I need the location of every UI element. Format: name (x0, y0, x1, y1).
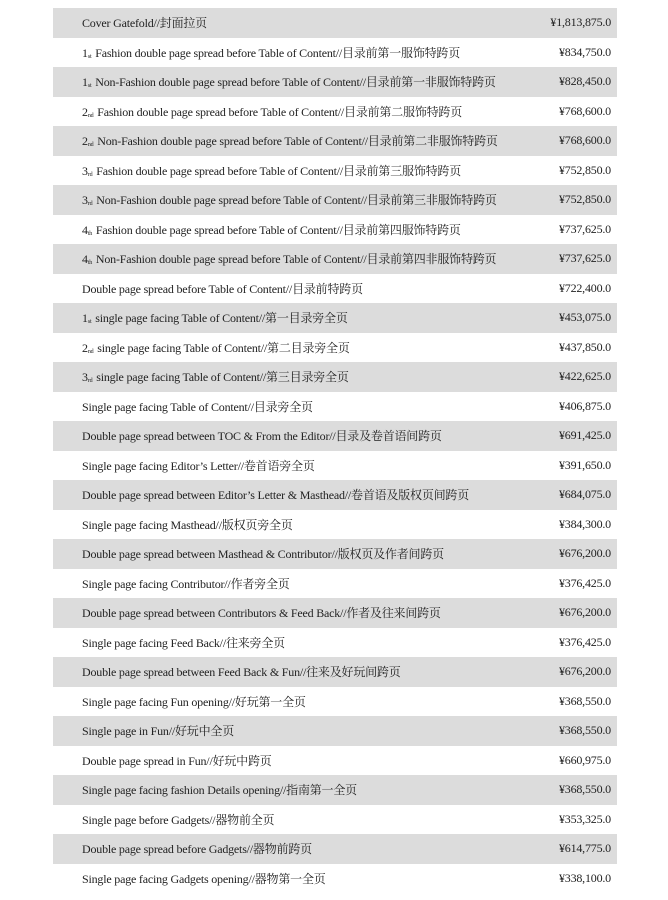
ordinal-number: 3 (82, 163, 88, 178)
placement-description (82, 309, 348, 326)
placement-description (82, 634, 285, 651)
table-row (53, 244, 617, 274)
ordinal-number: 3 (82, 193, 88, 208)
table-row (53, 451, 617, 481)
placement-price: ¥684,075.0 (558, 487, 611, 502)
ordinal-suffix: st (87, 53, 92, 60)
placement-price: ¥752,850.0 (558, 162, 611, 177)
placement-price: ¥660,975.0 (558, 752, 611, 767)
placement-price: ¥752,850.0 (558, 192, 611, 207)
placement-price: ¥376,425.0 (558, 575, 611, 590)
placement-description (82, 693, 306, 710)
table-row (53, 38, 617, 68)
placement-label: Single page facing Masthead//版权页旁全页 (82, 517, 293, 532)
placement-description (82, 250, 496, 267)
placement-price: ¥1,813,875.0 (550, 15, 611, 30)
placement-price: ¥437,850.0 (558, 339, 611, 354)
placement-description (82, 132, 498, 149)
placement-label: Single page facing Fun opening//好玩第一全页 (82, 694, 306, 709)
placement-price: ¥376,425.0 (558, 634, 611, 649)
placement-price: ¥391,650.0 (558, 457, 611, 472)
placement-label: Fashion double page spread before Table of Content//目录前第二服饰特跨页 (94, 104, 463, 119)
table-row (53, 687, 617, 717)
placement-price: ¥768,600.0 (558, 133, 611, 148)
placement-description (82, 427, 442, 444)
placement-description (82, 103, 462, 120)
table-row (53, 539, 617, 569)
placement-description (82, 14, 207, 31)
placement-description (82, 486, 469, 503)
table-row (53, 598, 617, 628)
placement-description (82, 191, 497, 208)
placement-label: Fashion double page spread before Table of Content//目录前第四服饰特跨页 (93, 222, 461, 237)
placement-price: ¥406,875.0 (558, 398, 611, 413)
placement-label: single page facing Table of Content//第一目录旁全页 (92, 311, 348, 326)
placement-label: Double page spread in Fun//好玩中跨页 (82, 753, 272, 768)
table-row (53, 156, 617, 186)
placement-price: ¥368,550.0 (558, 693, 611, 708)
table-row (53, 628, 617, 658)
placement-description (82, 781, 357, 798)
table-row (53, 67, 617, 97)
placement-description (82, 722, 234, 739)
placement-label: Double page spread between Editor’s Letter & Masthead//卷首语及版权页间跨页 (82, 488, 470, 503)
ordinal-number: 4 (82, 222, 88, 237)
placement-description (82, 516, 293, 533)
table-row (53, 657, 617, 687)
placement-label: Single page facing Gadgets opening//器物第一全页 (82, 871, 326, 886)
placement-label: Non-Fashion double page spread before Table of Content//目录前第二非服饰特跨页 (94, 134, 498, 149)
placement-label: Single page facing Feed Back//往来旁全页 (82, 635, 285, 650)
placement-description (82, 221, 461, 238)
ordinal-suffix: rd (87, 378, 93, 385)
placement-label: Double page spread between Contributors & Feed Back//作者及往来间跨页 (82, 606, 441, 621)
table-row (53, 185, 617, 215)
placement-label: Non-Fashion double page spread before Table of Content//目录前第一非服饰特跨页 (92, 75, 496, 90)
placement-price: ¥737,625.0 (558, 251, 611, 266)
table-row (53, 333, 617, 363)
ordinal-suffix: nd (87, 348, 94, 355)
placement-label: Single page facing Contributor//作者旁全页 (82, 576, 290, 591)
placement-label: Single page facing Table of Content//目录旁全页 (82, 399, 313, 414)
ordinal-number: 1 (82, 45, 88, 60)
ordinal-suffix: rd (87, 201, 93, 208)
placement-price: ¥722,400.0 (558, 280, 611, 295)
ordinal-suffix: st (87, 83, 92, 90)
placement-price: ¥737,625.0 (558, 221, 611, 236)
table-row (53, 834, 617, 864)
placement-price: ¥368,550.0 (558, 723, 611, 738)
ordinal-number: 2 (82, 134, 88, 149)
placement-label: Single page facing Editor’s Letter//卷首语旁全页 (82, 458, 315, 473)
ordinal-suffix: th (87, 260, 93, 267)
placement-description (82, 575, 290, 592)
placement-label: Cover Gatefold//封面拉页 (82, 16, 207, 31)
placement-label: Double page spread between Feed Back & Fun//往来及好玩间跨页 (82, 665, 401, 680)
price-table (53, 8, 617, 893)
placement-label: Double page spread between Masthead & Contributor//版权页及作者间跨页 (82, 547, 444, 562)
placement-description (82, 339, 350, 356)
ordinal-number: 4 (82, 252, 88, 267)
placement-price: ¥453,075.0 (558, 310, 611, 325)
table-row (53, 8, 617, 38)
table-row (53, 421, 617, 451)
table-row (53, 480, 617, 510)
placement-description (82, 457, 315, 474)
ordinal-number: 2 (82, 104, 88, 119)
ordinal-suffix: nd (87, 142, 94, 149)
table-row (53, 274, 617, 304)
table-row (53, 126, 617, 156)
placement-price: ¥614,775.0 (558, 841, 611, 856)
placement-label: Non-Fashion double page spread before Table of Content//目录前第三非服饰特跨页 (93, 193, 497, 208)
placement-description (82, 752, 272, 769)
placement-description (82, 811, 274, 828)
placement-description (82, 604, 441, 621)
placement-description (82, 44, 460, 61)
table-row (53, 362, 617, 392)
ordinal-number: 2 (82, 340, 88, 355)
ordinal-suffix: nd (87, 112, 94, 119)
placement-price: ¥691,425.0 (558, 428, 611, 443)
placement-label: single page facing Table of Content//第二目录旁全页 (94, 340, 350, 355)
placement-label: Single page before Gadgets//器物前全页 (82, 812, 275, 827)
ordinal-number: 3 (82, 370, 88, 385)
table-row (53, 392, 617, 422)
placement-description (82, 840, 312, 857)
table-row (53, 775, 617, 805)
placement-label: Single page in Fun//好玩中全页 (82, 724, 234, 739)
table-row (53, 510, 617, 540)
placement-label: Non-Fashion double page spread before Table of Content//目录前第四非服饰特跨页 (93, 252, 497, 267)
ordinal-suffix: th (87, 230, 93, 237)
table-row (53, 805, 617, 835)
placement-price: ¥828,450.0 (558, 74, 611, 89)
placement-price: ¥422,625.0 (558, 369, 611, 384)
placement-label: Double page spread before Gadgets//器物前跨页 (82, 842, 312, 857)
ordinal-number: 1 (82, 311, 88, 326)
table-row (53, 215, 617, 245)
placement-price: ¥384,300.0 (558, 516, 611, 531)
placement-label: Double page spread before Table of Content//目录前特跨页 (82, 281, 363, 296)
placement-label: Fashion double page spread before Table of Content//目录前第三服饰特跨页 (93, 163, 462, 178)
placement-description (82, 280, 363, 297)
placement-price: ¥368,550.0 (558, 782, 611, 797)
placement-price: ¥353,325.0 (558, 811, 611, 826)
placement-label: Single page facing fashion Details opening//指南第一全页 (82, 783, 357, 798)
placement-price: ¥768,600.0 (558, 103, 611, 118)
placement-description (82, 162, 461, 179)
table-row (53, 746, 617, 776)
ordinal-number: 1 (82, 75, 88, 90)
ordinal-suffix: rd (87, 171, 93, 178)
placement-price: ¥676,200.0 (558, 605, 611, 620)
placement-description (82, 663, 401, 680)
table-row (53, 569, 617, 599)
placement-description (82, 870, 326, 887)
placement-description (82, 398, 313, 415)
placement-description (82, 545, 444, 562)
placement-price: ¥676,200.0 (558, 664, 611, 679)
table-row (53, 303, 617, 333)
placement-description (82, 368, 349, 385)
table-row (53, 864, 617, 894)
placement-label: Fashion double page spread before Table of Content//目录前第一服饰特跨页 (92, 45, 461, 60)
placement-label: single page facing Table of Content//第三目录旁全页 (93, 370, 349, 385)
placement-price: ¥834,750.0 (558, 44, 611, 59)
placement-price: ¥676,200.0 (558, 546, 611, 561)
table-row (53, 97, 617, 127)
placement-label: Double page spread between TOC & From the Editor//目录及卷首语间跨页 (82, 429, 442, 444)
placement-description (82, 73, 496, 90)
ordinal-suffix: st (87, 319, 92, 326)
table-row (53, 716, 617, 746)
placement-price: ¥338,100.0 (558, 870, 611, 885)
